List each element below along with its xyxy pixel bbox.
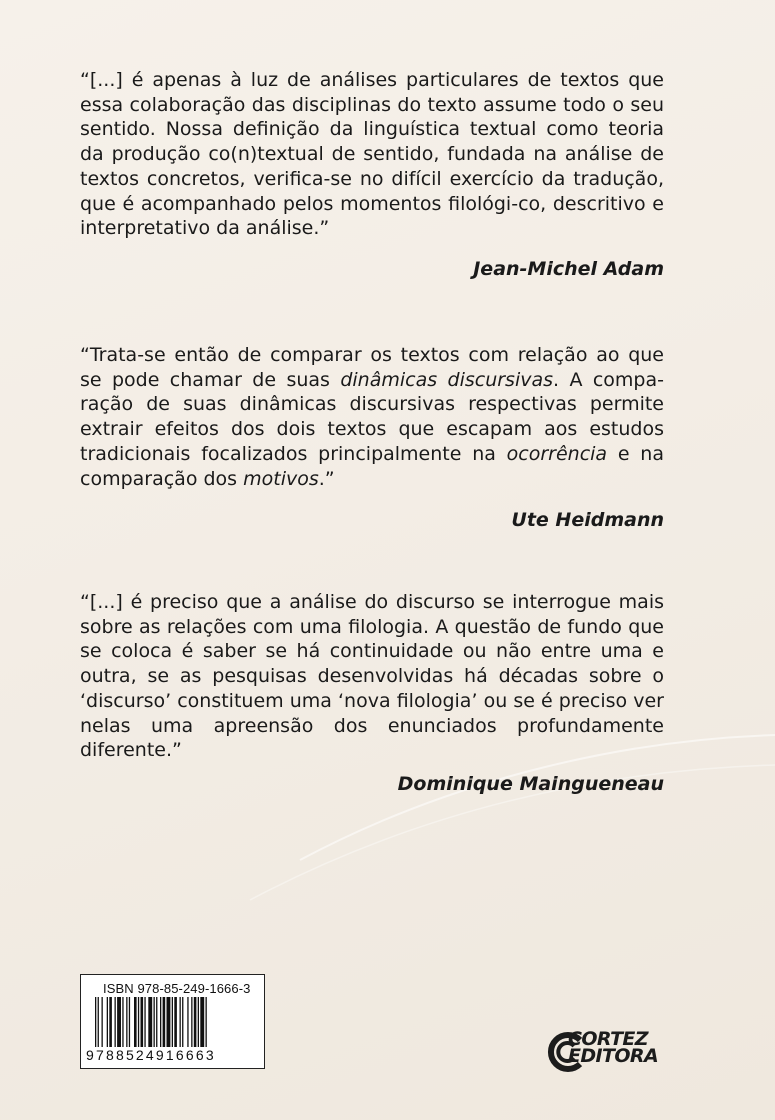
isbn-label: ISBN 978-85-249-1666-3 [103,981,251,996]
publisher-line1: CORTEZ [568,1028,648,1050]
quote-text [80,68,664,241]
quote-segment: “[...] é apenas à luz de análises particulares de textos que essa colaboração das disciplinas do texto assume todo o seu sentido. Nossa definição da linguística textual como teoria da produção co(n)textual de sentido, fundada na análise de textos concretos, verifica-se no difícil exercício da tradução, que é acompanhado pelos momentos filológi-co, descritivo e interpretativo da análise.” [80,69,664,240]
quote-jean-michel-adam [80,68,664,241]
publisher-logo [544,1030,669,1074]
isbn-barcode [80,974,265,1069]
publisher-name [568,1028,659,1067]
quote-emphasis: dinâmicas discursivas [340,368,554,391]
barcode-bars [95,997,253,1047]
quote-emphasis: motivos [243,467,319,490]
author-name: Dominique Maingueneau [397,773,664,795]
quote-segment: . A compa-ração de suas dinâmicas discursivas respectivas permite extrair efeitos dos dois textos que escapam aos estudos tradicionais focalizados principalmente na [80,368,664,465]
quote-ute-heidmann [80,343,664,491]
author-name: Jean-Michel Adam [473,258,664,280]
quote-segment: .” [318,467,335,490]
quote-segment: “[...] é preciso que a análise do discurso se interrogue mais sobre as relações com uma filologia. A questão de fundo que se coloca é saber se há continuidade ou não entre uma e outra, se as pesquisas desenvolvidas há décadas sobre o ‘discurso’ constituem uma ‘nova filologia’ ou se é preciso ver nelas uma apreensão dos enunciados profundamente diferente.” [80,591,664,762]
quote-segment: e na comparação dos [80,442,664,490]
barcode-digits: 9788524916663 [86,1047,216,1063]
publisher-line2: EDITORA [568,1045,659,1067]
quote-text [80,590,664,763]
quote-emphasis: ocorrência [506,442,608,465]
author-name: Ute Heidmann [511,509,664,531]
quote-text [80,343,664,491]
quote-dominique-maingueneau [80,590,664,763]
quote-segment: “Trata-se então de comparar os textos com relação ao que se pode chamar de suas [80,344,664,391]
